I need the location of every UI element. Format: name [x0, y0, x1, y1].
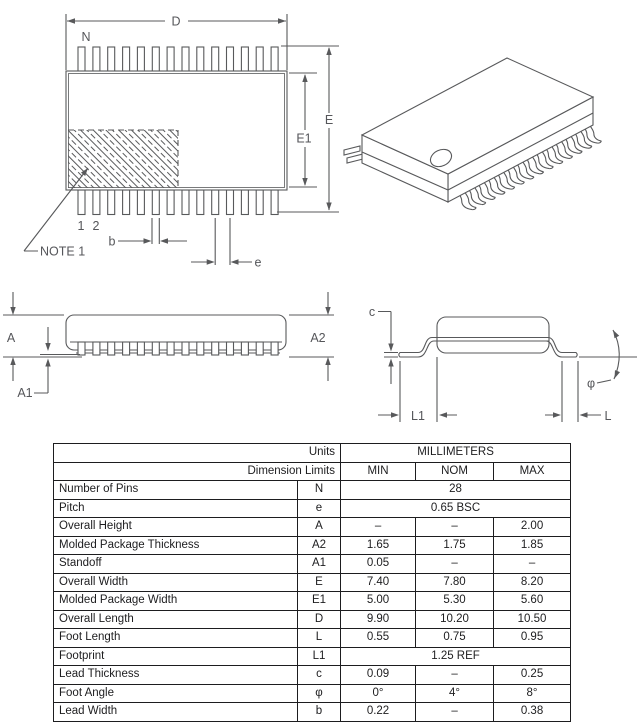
table-row [54, 499, 571, 518]
dimension-symbol: N [298, 481, 341, 500]
col-header-nom: NOM [416, 462, 494, 481]
dimension-symbol: c [298, 666, 341, 685]
dimension-symbol: L [298, 629, 341, 648]
units-value: MILLIMETERS [341, 444, 571, 463]
dimension-name: Overall Length [54, 610, 298, 629]
dimension-name: Footprint [54, 647, 298, 666]
dimension-name: Molded Package Thickness [54, 536, 298, 555]
dimension-max: 8° [494, 684, 571, 703]
dimension-nom: 4° [416, 684, 494, 703]
side-view-drawing [3, 292, 334, 400]
dimension-value-span: 0.65 BSC [341, 499, 571, 518]
dimension-max: 1.85 [494, 536, 571, 555]
dim-label-a2: A2 [310, 331, 326, 345]
dimension-min: 7.40 [341, 573, 416, 592]
dimension-min: 9.90 [341, 610, 416, 629]
dim-label-a: A [6, 331, 16, 345]
table-row [54, 555, 571, 574]
dimension-name: Foot Length [54, 629, 298, 648]
table-row [54, 536, 571, 555]
dimension-max: 0.38 [494, 703, 571, 722]
dimension-min: – [341, 518, 416, 537]
col-header-max: MAX [494, 462, 571, 481]
dimension-name: Lead Thickness [54, 666, 298, 685]
note-1-label: NOTE 1 [40, 244, 86, 259]
table-row [54, 647, 571, 666]
col-header-min: MIN [341, 462, 416, 481]
dimensions-table [53, 443, 571, 722]
top-view-drawing [24, 14, 339, 270]
dimension-name: Overall Height [54, 518, 298, 537]
dim-label-e1: E1 [296, 131, 312, 146]
table-row [54, 573, 571, 592]
table-row [54, 684, 571, 703]
dimension-nom: – [416, 555, 494, 574]
dimension-nom: – [416, 666, 494, 685]
table-row [54, 703, 571, 722]
dimension-value-span: 28 [341, 481, 571, 500]
table-row [54, 666, 571, 685]
pin-count-label-n: N [81, 30, 91, 44]
dimension-symbol: A2 [298, 536, 341, 555]
index-area-hatch [68, 130, 178, 188]
dim-label-l: L [604, 409, 612, 423]
top-pins [78, 47, 278, 72]
dimension-symbol: A1 [298, 555, 341, 574]
dimension-name: Pitch [54, 499, 298, 518]
dimension-symbol: L1 [298, 647, 341, 666]
dimension-min: 0.09 [341, 666, 416, 685]
table-row [54, 610, 571, 629]
end-view-drawing [369, 305, 637, 423]
dimension-max: 8.20 [494, 573, 571, 592]
dimension-nom: 5.30 [416, 592, 494, 611]
dimension-min: 0.22 [341, 703, 416, 722]
bottom-pins [78, 190, 278, 215]
dimension-min: 1.65 [341, 536, 416, 555]
dimension-max: 0.25 [494, 666, 571, 685]
dimension-value-span: 1.25 REF [341, 647, 571, 666]
dimension-min: 0.05 [341, 555, 416, 574]
dimension-nom: 0.75 [416, 629, 494, 648]
units-header: Units [54, 444, 341, 463]
dimension-max: – [494, 555, 571, 574]
pin-1-number: 1 [77, 219, 85, 233]
dim-label-pitch-e: e [254, 255, 262, 270]
dimension-nom: 1.75 [416, 536, 494, 555]
dimension-min: 5.00 [341, 592, 416, 611]
dimension-nom: 10.20 [416, 610, 494, 629]
dimension-nom: – [416, 703, 494, 722]
dimension-name: Foot Angle [54, 684, 298, 703]
dimension-symbol: E1 [298, 592, 341, 611]
dimension-max: 0.95 [494, 629, 571, 648]
dim-label-l1: L1 [411, 409, 425, 423]
dimension-name: Standoff [54, 555, 298, 574]
dimension-max: 5.60 [494, 592, 571, 611]
dim-label-b: b [108, 234, 116, 249]
dimension-max: 10.50 [494, 610, 571, 629]
table-row [54, 518, 571, 537]
dimension-min: 0.55 [341, 629, 416, 648]
dimension-symbol: A [298, 518, 341, 537]
table-row-units [54, 444, 571, 463]
dimension-max: 2.00 [494, 518, 571, 537]
table-row [54, 481, 571, 500]
dimension-symbol: D [298, 610, 341, 629]
dimension-name: Number of Pins [54, 481, 298, 500]
dimension-name: Overall Width [54, 573, 298, 592]
package-body-end-view [437, 317, 549, 353]
dimension-nom: – [416, 518, 494, 537]
dimension-nom: 7.80 [416, 573, 494, 592]
dim-label-c: c [368, 305, 376, 319]
pin-2-number: 2 [92, 219, 100, 233]
dimension-symbol: φ [298, 684, 341, 703]
dim-label-a1: A1 [17, 386, 33, 400]
dimension-symbol: E [298, 573, 341, 592]
dim-label-d: D [171, 14, 181, 29]
dimension-limits-header: Dimension Limits [54, 462, 341, 481]
table-row [54, 592, 571, 611]
dimension-symbol: b [298, 703, 341, 722]
dimension-min: 0° [341, 684, 416, 703]
dimension-symbol: e [298, 499, 341, 518]
dim-label-phi: φ [586, 376, 596, 391]
dimension-name: Molded Package Width [54, 592, 298, 611]
dimension-name: Lead Width [54, 703, 298, 722]
table-row [54, 629, 571, 648]
isometric-view-drawing [344, 58, 601, 210]
table-row-limits [54, 462, 571, 481]
dim-label-e: E [324, 113, 334, 127]
